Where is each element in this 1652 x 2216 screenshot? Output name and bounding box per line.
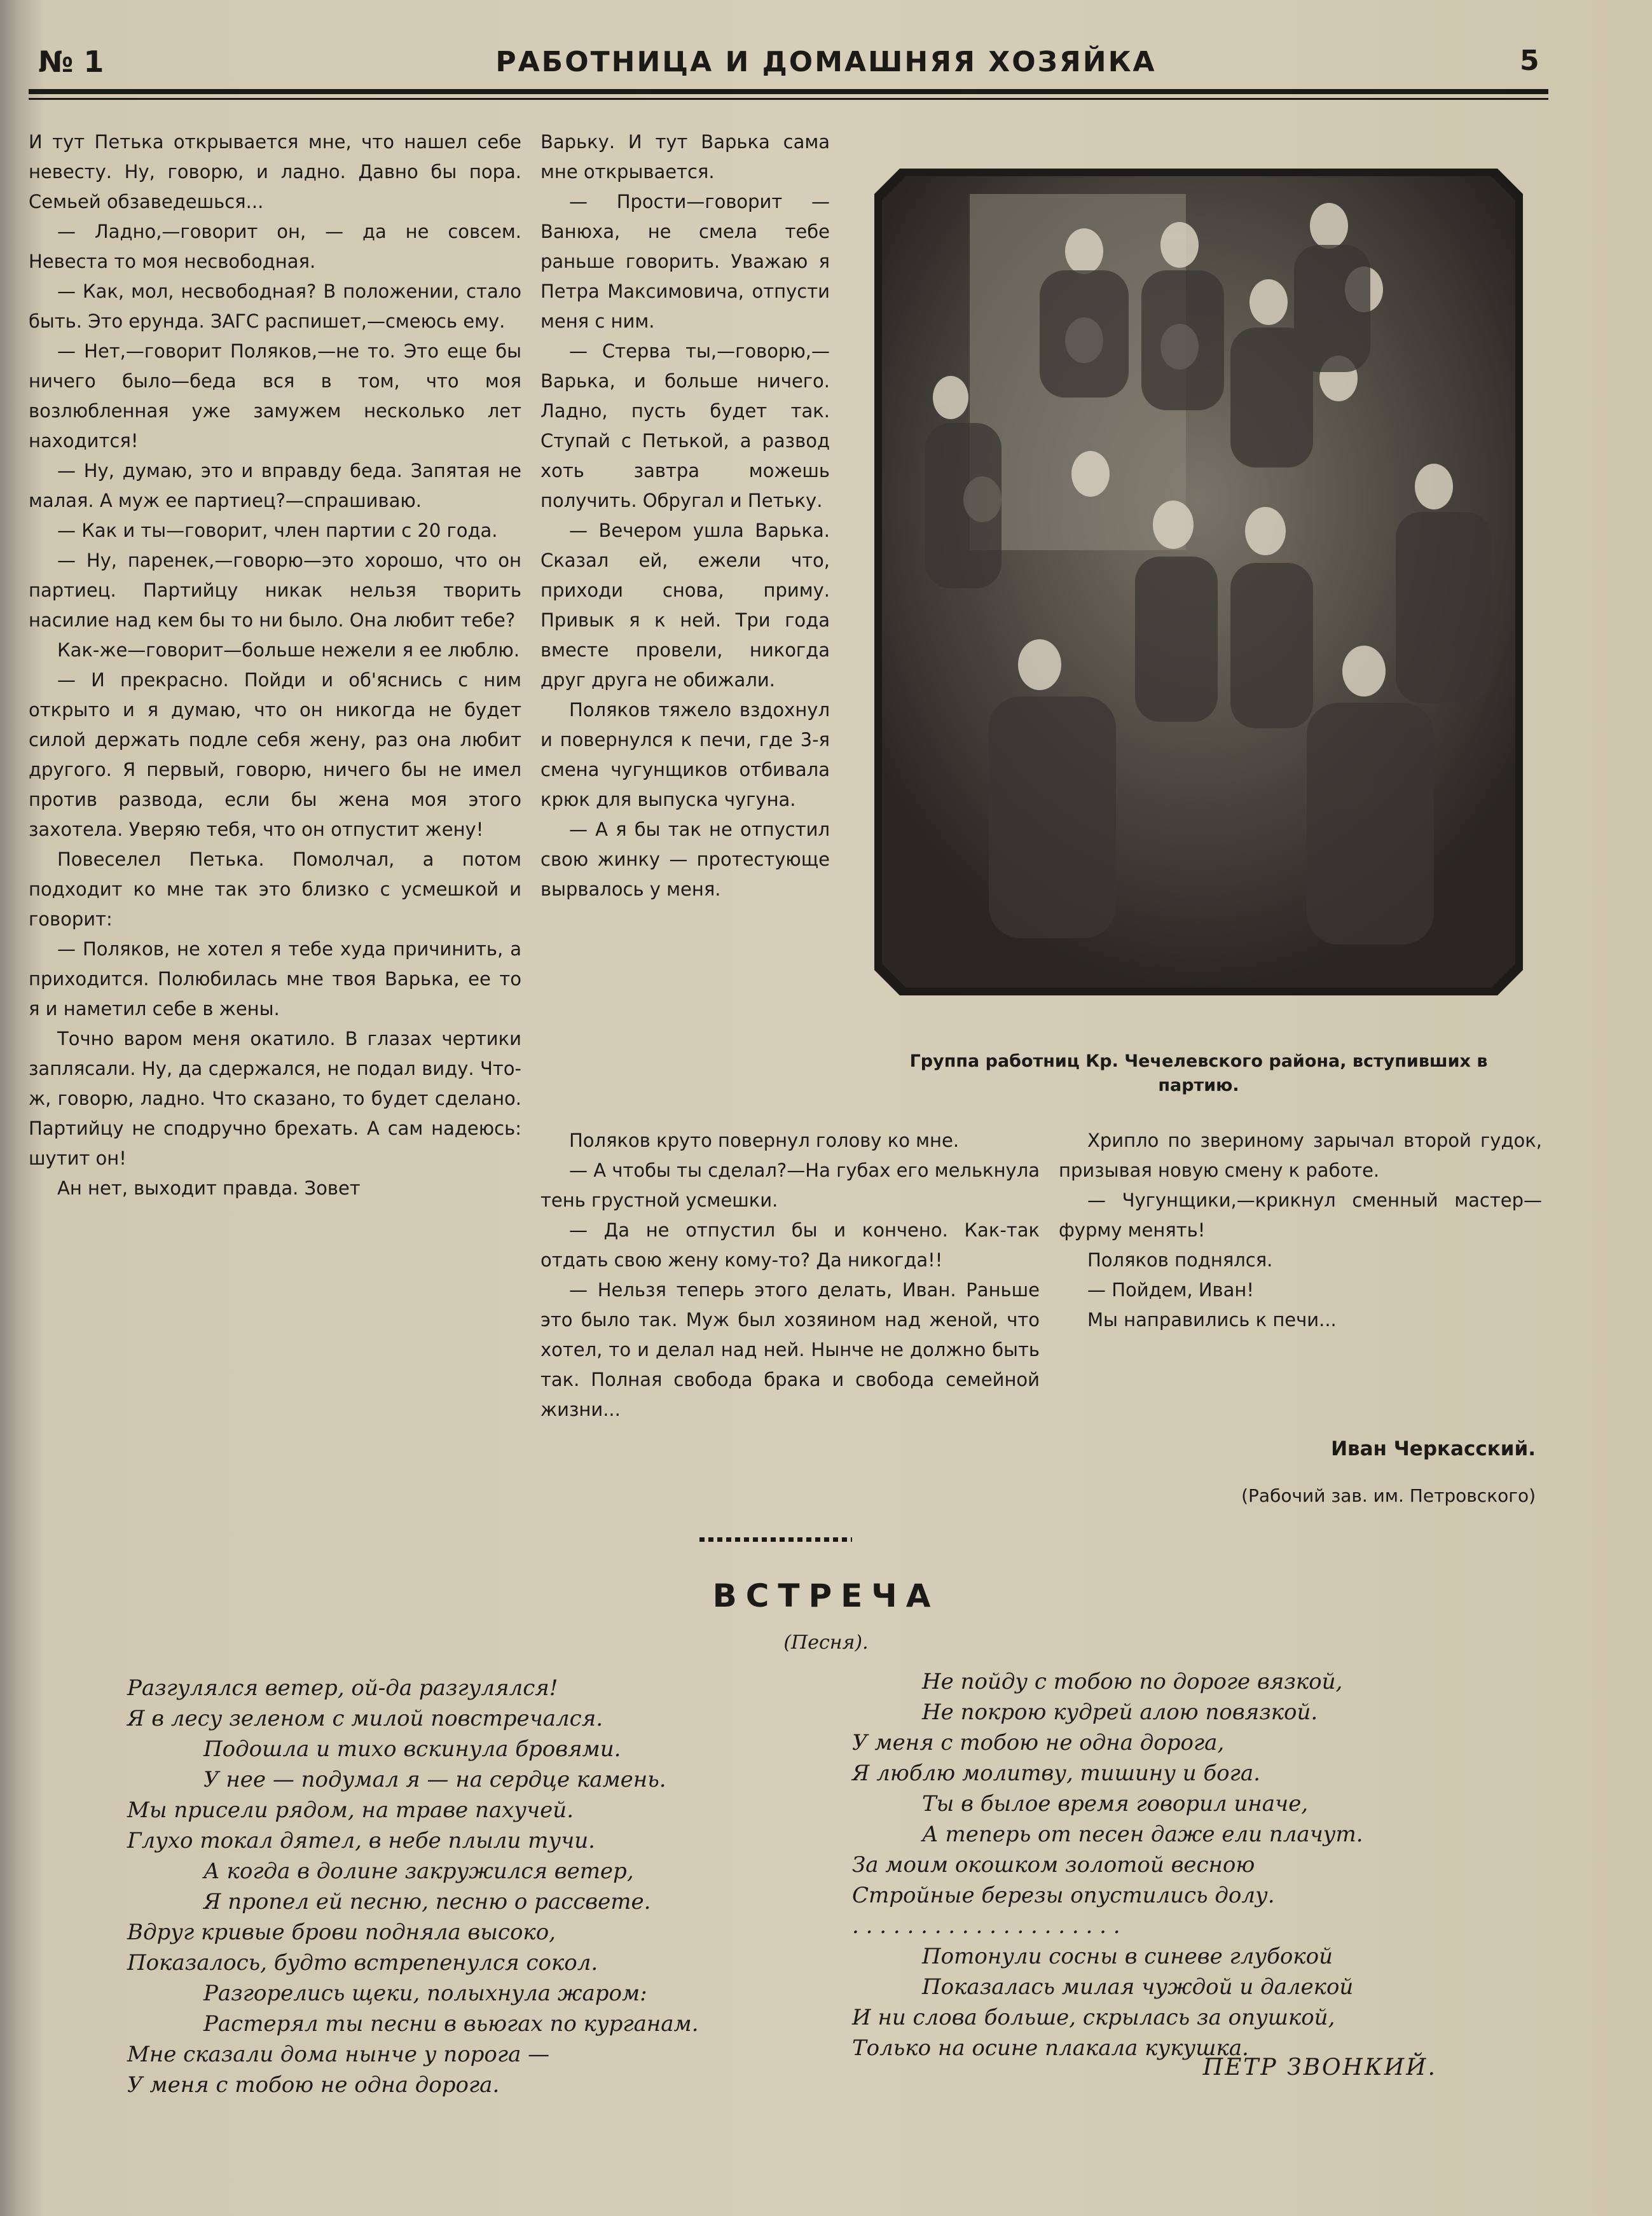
poem-line: Подошла и тихо вскинула бровями.	[203, 1736, 621, 1762]
poem-line: Не покрою кудрей алою повязкой.	[922, 1700, 1318, 1725]
poem-line: Растерял ты песни в вьюгах по курганам.	[203, 2011, 699, 2037]
poem-line: У меня с тобою не одна дорога,	[852, 1730, 1225, 1755]
issue-number: № 1	[38, 45, 104, 79]
article-column-3	[1059, 1126, 1542, 1335]
poem-dots: . . . . . . . . . . . . . . . . . . . .	[852, 1913, 1120, 1939]
paragraph: Мы направились к печи...	[1087, 1309, 1337, 1331]
paragraph: — Нет,—говорит Поляков,—не то. Это еще бы ничего было—беда вся в том, что моя возлюбленная уже замужем несколько лет находится!	[29, 340, 521, 452]
poem-line: Глухо токал дятел, в небе плыли тучи.	[127, 1828, 595, 1853]
author-workplace: (Рабочий зав. им. Петровского)	[1241, 1485, 1536, 1506]
paragraph: Повеселел Петька. Помолчал, а потом подходит ко мне так это близко с усмешкой и говорит:	[29, 848, 521, 930]
article-column-2-lower	[540, 1126, 1040, 1425]
poem-line: У нее — подумал я — на сердце камень.	[203, 1767, 666, 1792]
poem-subtitle: (Песня).	[783, 1631, 869, 1654]
paragraph: — Прости—говорит —Ванюха, не смела тебе раньше говорить. Уважаю я Петра Максимовича, отпусти меня с ним.	[540, 191, 830, 332]
paragraph: — Ну, паренек,—говорю—это хорошо, что он партиец. Партийцу никак нельзя творить насилие над кем бы то ни было. Она любит тебе?	[29, 550, 521, 631]
paragraph: Ан нет, выходит правда. Зовет	[57, 1177, 361, 1199]
paragraph: Как-же—говорит—больше нежели я ее люблю.	[57, 639, 520, 661]
poem-line: Мы присели рядом, на траве пахучей.	[127, 1797, 574, 1823]
poem-line: А теперь от песен даже ели плачут.	[922, 1822, 1363, 1847]
poem-line: У меня с тобою не одна дорога.	[127, 2072, 500, 2098]
poem-right-column	[852, 1666, 1363, 2063]
poem-line: Я люблю молитву, тишину и бога.	[852, 1761, 1260, 1786]
group-photo	[874, 169, 1523, 995]
paragraph: Хрипло по звериному зарычал второй гудок, призывая новую смену к работе.	[1059, 1130, 1542, 1181]
header-rule-thick	[29, 89, 1548, 94]
paragraph: И тут Петька открывается мне, что нашел себе невесту. Ну, говорю, и ладно. Давно бы пора. Семьей обзаведешься...	[29, 131, 521, 212]
paragraph: — Ладно,—говорит он, — да не совсем. Невеста то моя несвободная.	[29, 221, 521, 272]
poem-line: Разгорелись щеки, полыхнула жаром:	[203, 1981, 647, 2006]
publication-title: РАБОТНИЦА И ДОМАШНЯЯ ХОЗЯЙКА	[495, 46, 1157, 78]
poem-title: ВСТРЕЧА	[712, 1577, 940, 1614]
section-divider	[699, 1537, 852, 1542]
poem-line: Разгулялся ветер, ой-да разгулялся!	[127, 1675, 558, 1701]
paragraph: — И прекрасно. Пойди и об'яснись с ним открыто и я думаю, что он никогда не будет силой держать подле себя жену, раз она любит другого. Я первый, говорю, ничего бы не имел против развода, если бы жена моя этого захотела. Уверяю тебя, что он отпустит жену!	[29, 669, 521, 840]
group-photo-image	[874, 169, 1523, 995]
header-rule-thin	[29, 98, 1548, 100]
article-column-1	[29, 127, 521, 1203]
poem-line: И ни слова больше, скрылась за опушкой,	[852, 2005, 1335, 2030]
poem-left-column	[127, 1673, 699, 2100]
paragraph: — Вечером ушла Варька. Сказал ей, ежели что, приходи снова, приму. Привык я к ней. Три года вместе провели, никогда друг друга не обижали.	[540, 520, 830, 691]
paragraph: Точно варом меня окатило. В глазах чертики заплясали. Ну, да сдержался, не подал виду. Что-ж, говорю, ладно. Что сказано, то будет сделано. Партийцу не сподручно брехать. А сам надеюсь: шутит он!	[29, 1028, 521, 1169]
paragraph: — Нельзя теперь этого делать, Иван. Раньше это было так. Муж был хозяином над женой, что хотел, то и делал над ней. Нынче не должно быть так. Полная свобода брака и свобода семейной жизни...	[540, 1279, 1040, 1420]
poem-line: А когда в долине закружился ветер,	[203, 1859, 634, 1884]
poem-line: Ты в былое время говорил иначе,	[922, 1791, 1309, 1817]
paragraph: — Поляков, не хотел я тебе худа причинить, а приходится. Полюбилась мне твоя Варька, ее то я и наметил себе в жены.	[29, 938, 521, 1020]
paragraph: Поляков поднялся.	[1087, 1249, 1273, 1271]
poem-line: Не пойду с тобою по дороге вязкой,	[922, 1669, 1343, 1694]
poem-line: Показалась милая чуждой и далекой	[922, 1974, 1354, 2000]
article-column-2	[540, 127, 830, 904]
article-author: Иван Черкасский.	[1331, 1437, 1536, 1460]
poem-line: Я пропел ей песню, песню о рассвете.	[203, 1889, 651, 1915]
paragraph: — А чтобы ты сделал?—На губах его мелькнула тень грустной усмешки.	[540, 1160, 1040, 1211]
poem-line: Я в лесу зеленом с милой повстречался.	[127, 1706, 603, 1731]
poem-line: Потонули сосны в синеве глубокой	[922, 1944, 1333, 1969]
paragraph: Поляков круто повернул голову ко мне.	[569, 1130, 960, 1151]
poem-line: Вдруг кривые брови подняла высоко,	[127, 1920, 556, 1945]
photo-caption: Группа работниц Кр. Чечелевского района, вступивших в партию.	[909, 1051, 1488, 1095]
poem-line: Показалось, будто встрепенулся сокол.	[127, 1950, 598, 1976]
paragraph: Поляков тяжело вздохнул и повернулся к печи, где 3-я смена чугунщиков отбивала крюк для выпуска чугуна.	[540, 699, 830, 810]
paragraph: — Ну, думаю, это и вправду беда. Запятая не малая. А муж ее партиец?—спрашиваю.	[29, 460, 521, 511]
paragraph: — Стерва ты,—говорю,—Варька, и больше ничего. Ладно, пусть будет так. Ступай с Петькой, а развод хоть завтра можешь получить. Обругал и Петьку.	[540, 340, 830, 511]
paragraph: — Чугунщики,—крикнул сменный мастер—фурму менять!	[1059, 1189, 1542, 1241]
paragraph: — Пойдем, Иван!	[1087, 1279, 1254, 1301]
paragraph: — Да не отпустил бы и кончено. Как-так отдать свою жену кому-то? Да никогда!!	[540, 1219, 1040, 1271]
poem-line: За моим окошком золотой весною	[852, 1852, 1255, 1878]
paragraph: Варьку. И тут Варька сама мне открывается.	[540, 131, 830, 183]
poem-line: Только на осине плакала кукушка.	[852, 2035, 1249, 2061]
paragraph: — Как и ты—говорит, член партии с 20 года.	[57, 520, 498, 541]
poem-author: ПЕТР ЗВОНКИЙ.	[1202, 2054, 1437, 2081]
poem-line: Стройные березы опустились долу.	[852, 1883, 1275, 1908]
poem-line: Мне сказали дома нынче у порога —	[127, 2042, 550, 2067]
page-number: 5	[1520, 45, 1539, 77]
paragraph: — Как, мол, несвободная? В положении, стало быть. Это ерунда. ЗАГС распишет,—смеюсь ему.	[29, 280, 521, 332]
paragraph: — А я бы так не отпустил свою жинку — протестующе вырвалось у меня.	[540, 819, 830, 900]
